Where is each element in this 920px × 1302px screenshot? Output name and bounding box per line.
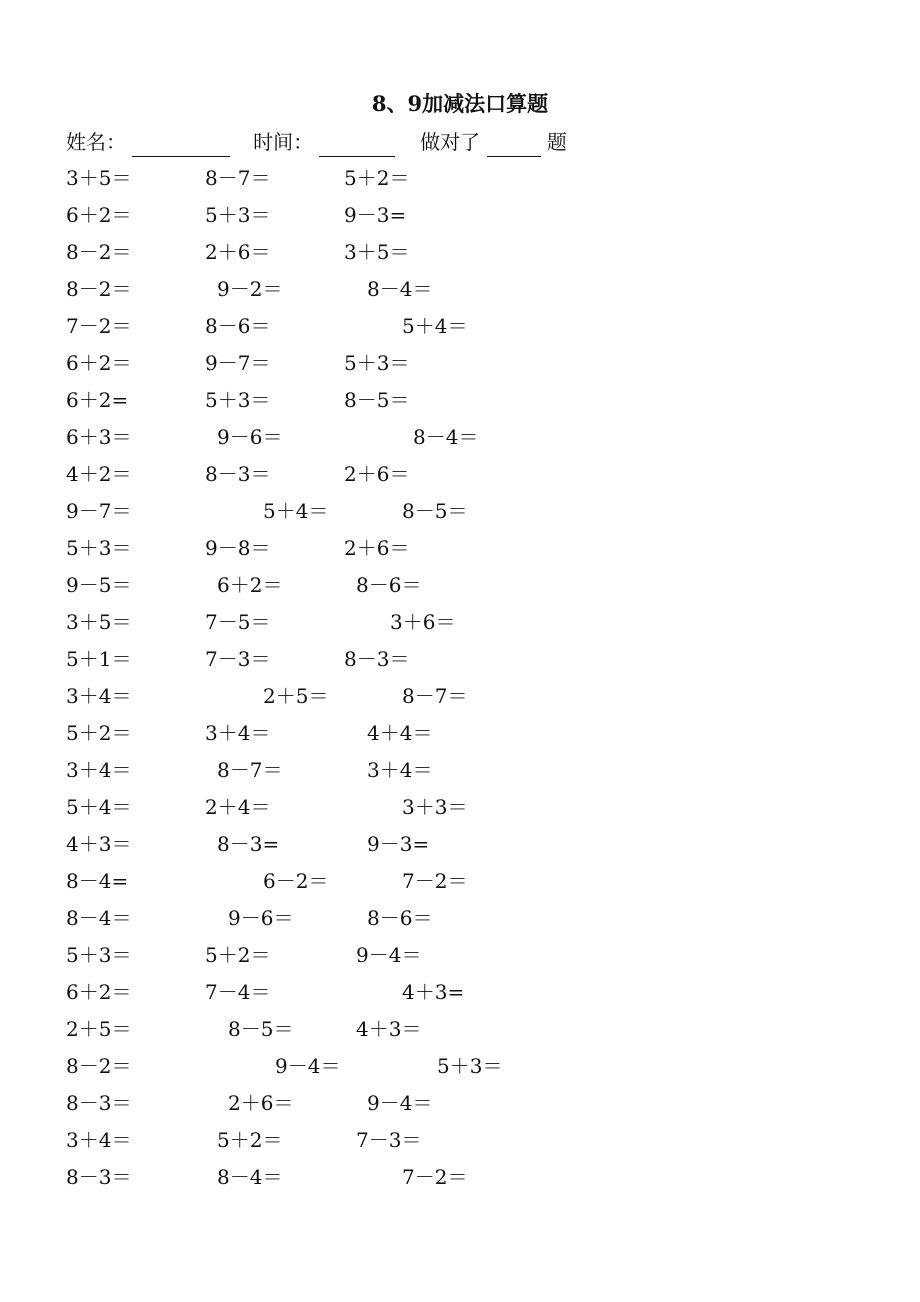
problem-23-3: 4＋3= [402, 980, 465, 1004]
problem-6-1: 6＋2＝ [66, 351, 132, 375]
problem-7-2: 5＋3＝ [205, 388, 271, 412]
problem-1-3: 5＋2＝ [344, 166, 410, 190]
problem-22-1: 5＋3＝ [66, 943, 132, 967]
problem-20-1: 8－4= [66, 869, 129, 893]
problem-16-1: 5＋2＝ [66, 721, 132, 745]
problem-6-2: 9－7＝ [205, 351, 271, 375]
problem-4-2: 9－2＝ [217, 277, 283, 301]
problem-12-3: 8－6＝ [356, 573, 422, 597]
problem-26-1: 8－3＝ [66, 1091, 132, 1115]
problem-24-1: 2＋5＝ [66, 1017, 132, 1041]
student-info-row [66, 127, 567, 157]
problem-3-2: 2＋6＝ [205, 240, 271, 264]
problem-8-2: 9－6＝ [217, 425, 283, 449]
problem-27-3: 7－3＝ [356, 1128, 422, 1152]
problem-8-3: 8－4＝ [413, 425, 479, 449]
name-label: 姓名： [66, 130, 126, 154]
problem-20-3: 7－2＝ [402, 869, 468, 893]
problem-15-3: 8－7＝ [402, 684, 468, 708]
problem-19-1: 4＋3＝ [66, 832, 132, 856]
problem-27-2: 5＋2＝ [217, 1128, 283, 1152]
problem-3-1: 8－2＝ [66, 240, 132, 264]
problem-5-1: 7－2＝ [66, 314, 132, 338]
correct-count-blank[interactable] [487, 134, 541, 157]
problem-5-2: 8－6＝ [205, 314, 271, 338]
problem-24-3: 4＋3＝ [356, 1017, 422, 1041]
problem-17-2: 8－7＝ [217, 758, 283, 782]
problem-8-1: 6＋3＝ [66, 425, 132, 449]
problem-5-3: 5＋4＝ [402, 314, 468, 338]
problem-18-2: 2＋4＝ [205, 795, 271, 819]
problem-23-1: 6＋2＝ [66, 980, 132, 1004]
problem-16-3: 4＋4＝ [367, 721, 433, 745]
problem-10-3: 8－5＝ [402, 499, 468, 523]
problem-6-3: 5＋3＝ [344, 351, 410, 375]
problem-17-3: 3＋4＝ [367, 758, 433, 782]
problem-13-3: 3＋6＝ [390, 610, 456, 634]
problem-23-2: 7－4＝ [205, 980, 271, 1004]
problem-9-1: 4＋2＝ [66, 462, 132, 486]
problem-21-1: 8－4＝ [66, 906, 132, 930]
problem-12-2: 6＋2＝ [217, 573, 283, 597]
problem-9-3: 2＋6＝ [344, 462, 410, 486]
problem-1-1: 3＋5＝ [66, 166, 132, 190]
problem-4-1: 8－2＝ [66, 277, 132, 301]
problem-2-2: 5＋3＝ [205, 203, 271, 227]
problem-10-2: 5＋4＝ [263, 499, 329, 523]
problem-9-2: 8－3＝ [205, 462, 271, 486]
problem-15-1: 3＋4＝ [66, 684, 132, 708]
problem-25-2: 9－4＝ [275, 1054, 341, 1078]
problem-25-1: 8－2＝ [66, 1054, 132, 1078]
name-blank[interactable] [132, 134, 230, 157]
problem-27-1: 3＋4＝ [66, 1128, 132, 1152]
problem-15-2: 2＋5＝ [263, 684, 329, 708]
problem-7-3: 8－5＝ [344, 388, 410, 412]
problem-21-2: 9－6＝ [228, 906, 294, 930]
problem-22-2: 5＋2＝ [205, 943, 271, 967]
correct-label: 做对了 [420, 130, 481, 154]
problem-25-3: 5＋3＝ [437, 1054, 503, 1078]
problem-1-2: 8－7＝ [205, 166, 271, 190]
problem-11-2: 9－8＝ [205, 536, 271, 560]
problem-26-2: 2＋6＝ [228, 1091, 294, 1115]
problem-2-1: 6＋2＝ [66, 203, 132, 227]
problem-14-2: 7－3＝ [205, 647, 271, 671]
correct-suffix: 题 [546, 130, 567, 154]
problem-20-2: 6－2＝ [263, 869, 329, 893]
time-blank[interactable] [319, 134, 395, 157]
problem-2-3: 9－3= [344, 203, 407, 227]
problem-22-3: 9－4＝ [356, 943, 422, 967]
worksheet-title: 8、9加减法口算题 [371, 91, 549, 116]
problem-12-1: 9－5＝ [66, 573, 132, 597]
problem-11-1: 5＋3＝ [66, 536, 132, 560]
problem-28-2: 8－4＝ [217, 1165, 283, 1189]
problem-26-3: 9－4＝ [367, 1091, 433, 1115]
problem-18-3: 3＋3＝ [402, 795, 468, 819]
problem-3-3: 3＋5＝ [344, 240, 410, 264]
problem-13-2: 7－5＝ [205, 610, 271, 634]
problem-16-2: 3＋4＝ [205, 721, 271, 745]
problem-18-1: 5＋4＝ [66, 795, 132, 819]
time-label: 时间： [253, 130, 314, 154]
problem-28-1: 8－3＝ [66, 1165, 132, 1189]
problem-10-1: 9－7＝ [66, 499, 132, 523]
problem-28-3: 7－2＝ [402, 1165, 468, 1189]
problem-17-1: 3＋4＝ [66, 758, 132, 782]
problem-14-1: 5＋1＝ [66, 647, 132, 671]
problem-4-3: 8－4＝ [367, 277, 433, 301]
problem-19-3: 9－3= [367, 832, 430, 856]
problem-19-2: 8－3= [217, 832, 280, 856]
problem-13-1: 3＋5＝ [66, 610, 132, 634]
problem-14-3: 8－3＝ [344, 647, 410, 671]
problem-24-2: 8－5＝ [228, 1017, 294, 1041]
problem-11-3: 2＋6＝ [344, 536, 410, 560]
problem-21-3: 8－6＝ [367, 906, 433, 930]
problem-7-1: 6＋2= [66, 388, 129, 412]
